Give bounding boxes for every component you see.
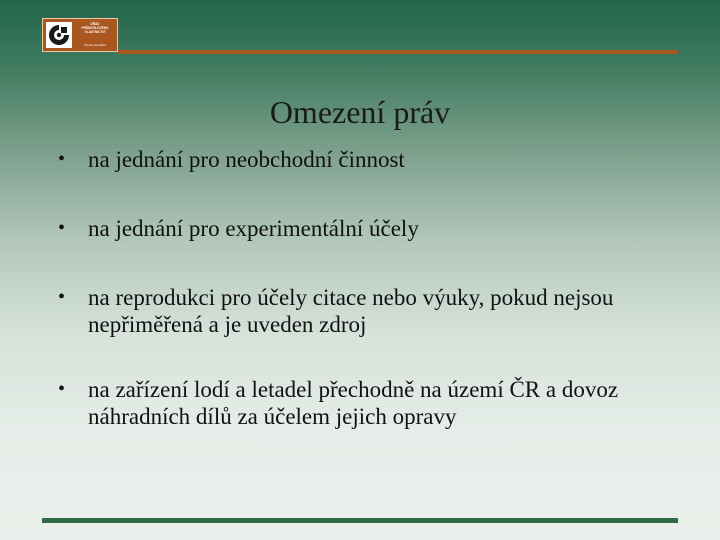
bullet-dot: • bbox=[58, 217, 66, 239]
header-rule bbox=[118, 50, 678, 54]
logo-line-2: PRŮMYSLOVÉHO bbox=[81, 26, 109, 30]
bullet-dot: • bbox=[58, 286, 66, 308]
bullet-item bbox=[58, 215, 678, 242]
office-logo bbox=[42, 18, 118, 52]
bullet-item bbox=[58, 376, 678, 430]
bullet-text: na jednání pro experimentální účely bbox=[88, 216, 419, 241]
logo-tagline: Česká republika bbox=[84, 43, 106, 47]
bullet-item bbox=[58, 146, 678, 173]
bullet-text: na jednání pro neobchodní činnost bbox=[88, 147, 405, 172]
bullet-list bbox=[58, 146, 678, 430]
footer-rule bbox=[42, 518, 678, 523]
bullet-item bbox=[58, 284, 678, 338]
logo-line-1: ÚŘAD bbox=[90, 22, 100, 26]
logo-text bbox=[73, 22, 117, 34]
slide-title-container bbox=[0, 94, 720, 131]
bullet-dot: • bbox=[58, 378, 66, 400]
bullet-dot: • bbox=[58, 148, 66, 170]
logo-emblem-icon bbox=[46, 22, 72, 48]
bullet-text: na reprodukci pro účely citace nebo výuky, pokud nejsou nepřiměřená a je uveden zdroj bbox=[88, 285, 614, 337]
slide-title: Omezení práv bbox=[269, 94, 451, 130]
logo-line-3: VLASTNICTVÍ bbox=[84, 30, 106, 34]
bullet-text: na zařízení lodí a letadel přechodně na území ČR a dovoz náhradních dílů za účelem jejich opravy bbox=[88, 377, 619, 429]
